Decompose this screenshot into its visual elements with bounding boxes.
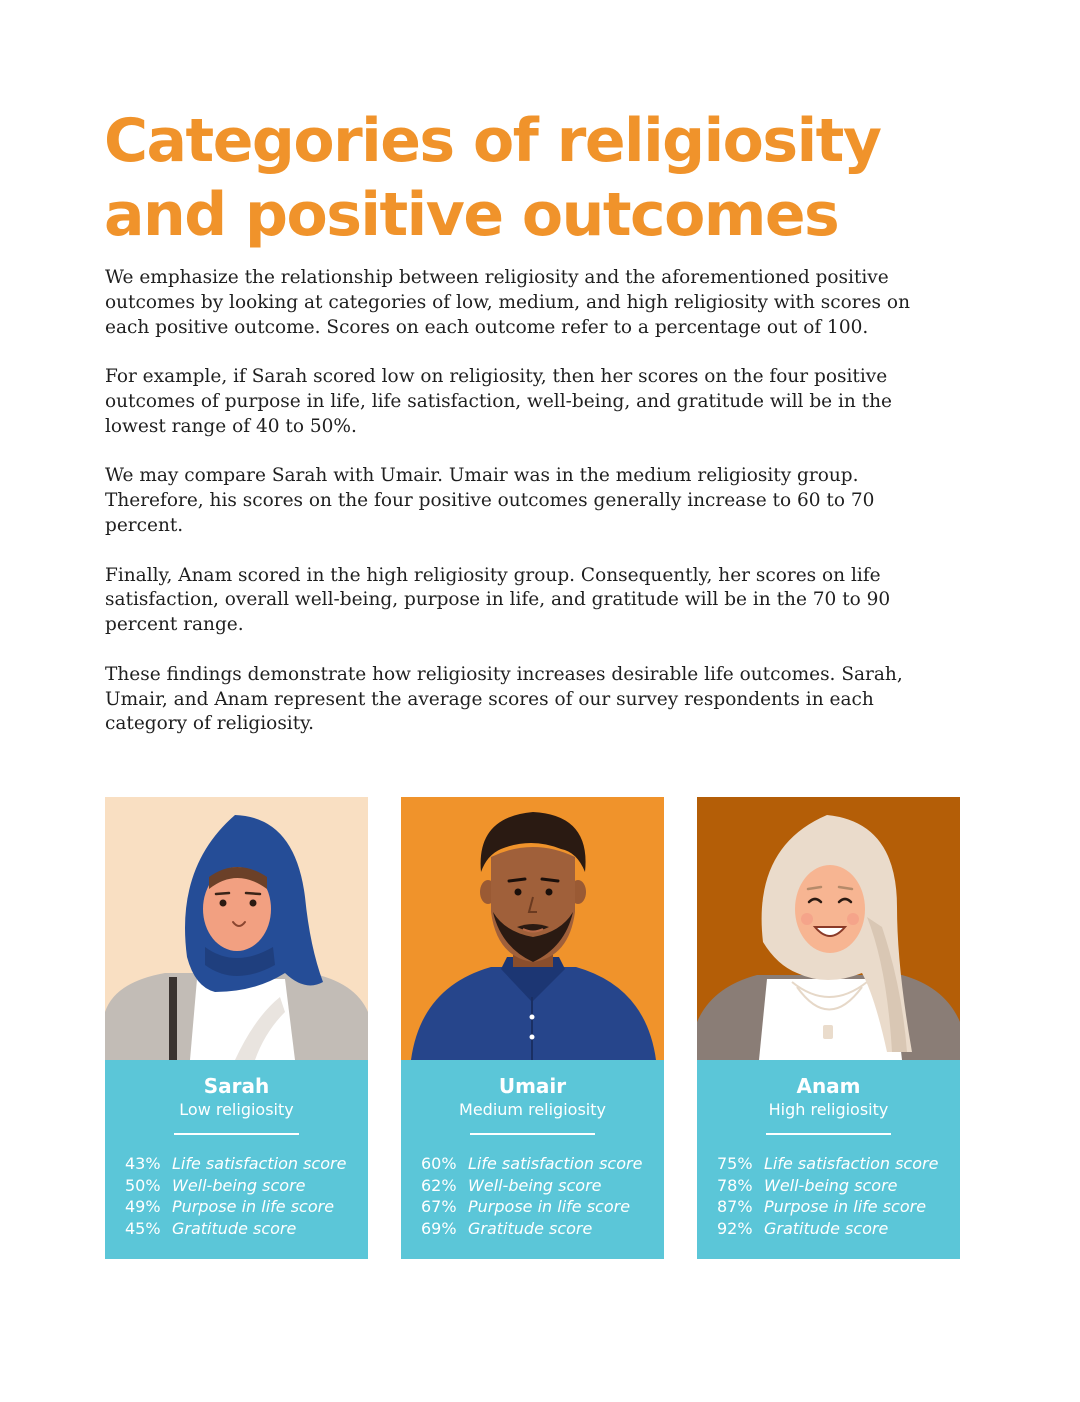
score-percent: 45% <box>125 1218 161 1238</box>
score-percent: 43% <box>125 1154 161 1173</box>
score-label: Life satisfaction score <box>764 1154 939 1173</box>
score-list <box>125 1153 365 1239</box>
score-label: Well-being score <box>468 1175 602 1195</box>
score-row <box>125 1218 365 1240</box>
woman-hijab-illustration <box>105 797 368 1060</box>
paragraph-conclusion: These findings demonstrate how religiosity increases desirable life outcomes. Sarah, Umair, and Anam represent the average scores of our survey respondents in each category of religiosity. <box>105 663 903 735</box>
info-panel-sarah <box>105 1060 368 1259</box>
score-percent: 62% <box>421 1175 457 1195</box>
score-label: Purpose in life score <box>468 1197 631 1216</box>
score-list <box>421 1153 661 1239</box>
paragraph-sarah: For example, if Sarah scored low on religiosity, then her scores on the four positive outcomes of purpose in life, life satisfaction, well-being, and gratitude will be in the lowest range of 40 to 50%. <box>105 366 892 437</box>
profile-card-anam <box>697 797 960 1259</box>
page-title-line-1: Categories of religiosity <box>104 106 881 176</box>
score-percent: 75% <box>717 1154 753 1173</box>
profile-card-umair <box>401 797 664 1259</box>
score-label: Purpose in life score <box>764 1197 927 1216</box>
page-title-line-2: and positive outcomes <box>104 180 839 250</box>
score-percent: 78% <box>717 1175 753 1195</box>
score-label: Life satisfaction score <box>172 1154 347 1173</box>
paragraph-umair: We may compare Sarah with Umair. Umair was in the medium religiosity group. Therefore, his scores on the four positive outcomes generally increase to 60 to 70 percent. <box>105 465 875 536</box>
score-percent: 49% <box>125 1197 161 1216</box>
religiosity-level: Low religiosity <box>179 1100 294 1119</box>
score-label: Well-being score <box>172 1175 306 1195</box>
score-percent: 67% <box>421 1197 457 1216</box>
religiosity-level: Medium religiosity <box>459 1100 606 1119</box>
person-name: Sarah <box>203 1074 270 1098</box>
score-label: Life satisfaction score <box>468 1154 643 1173</box>
score-row <box>717 1153 957 1175</box>
score-percent: 92% <box>717 1218 753 1238</box>
score-percent: 87% <box>717 1197 753 1216</box>
profile-card-sarah <box>105 797 368 1259</box>
score-row <box>421 1218 661 1240</box>
score-row <box>717 1218 957 1240</box>
score-label: Gratitude score <box>468 1218 593 1238</box>
person-name: Umair <box>498 1074 567 1098</box>
score-list <box>717 1153 957 1239</box>
paragraph-intro: We emphasize the relationship between religiosity and the aforementioned positive outcomes by looking at categories of low, medium, and high religiosity with scores on each positive outcome. Scores on each outcome refer to a percentage out of 100. <box>105 267 910 338</box>
woman-white-hijab-illustration <box>697 797 960 1060</box>
score-row <box>125 1153 365 1175</box>
score-percent: 69% <box>421 1218 457 1238</box>
person-name: Anam <box>796 1074 861 1098</box>
score-row <box>421 1175 661 1197</box>
divider <box>174 1133 299 1135</box>
score-label: Gratitude score <box>764 1218 889 1238</box>
score-label: Gratitude score <box>172 1218 297 1238</box>
portrait-anam <box>697 797 960 1060</box>
portrait-umair <box>401 797 664 1060</box>
score-percent: 50% <box>125 1175 161 1195</box>
body-text <box>105 266 935 762</box>
info-panel-umair <box>401 1060 664 1259</box>
score-row <box>421 1153 661 1175</box>
page-title <box>104 104 1004 252</box>
score-row <box>125 1196 365 1218</box>
portrait-sarah <box>105 797 368 1060</box>
score-percent: 60% <box>421 1154 457 1173</box>
divider <box>470 1133 595 1135</box>
score-row <box>125 1175 365 1197</box>
score-row <box>421 1196 661 1218</box>
info-panel-anam <box>697 1060 960 1259</box>
divider <box>766 1133 891 1135</box>
score-row <box>717 1196 957 1218</box>
score-row <box>717 1175 957 1197</box>
religiosity-level: High religiosity <box>768 1100 889 1119</box>
score-label: Purpose in life score <box>172 1197 335 1216</box>
score-label: Well-being score <box>764 1175 898 1195</box>
man-illustration <box>401 797 664 1060</box>
paragraph-anam: Finally, Anam scored in the high religiosity group. Consequently, her scores on life satisfaction, overall well-being, purpose in life, and gratitude will be in the 70 to 90 percent range. <box>105 564 891 636</box>
